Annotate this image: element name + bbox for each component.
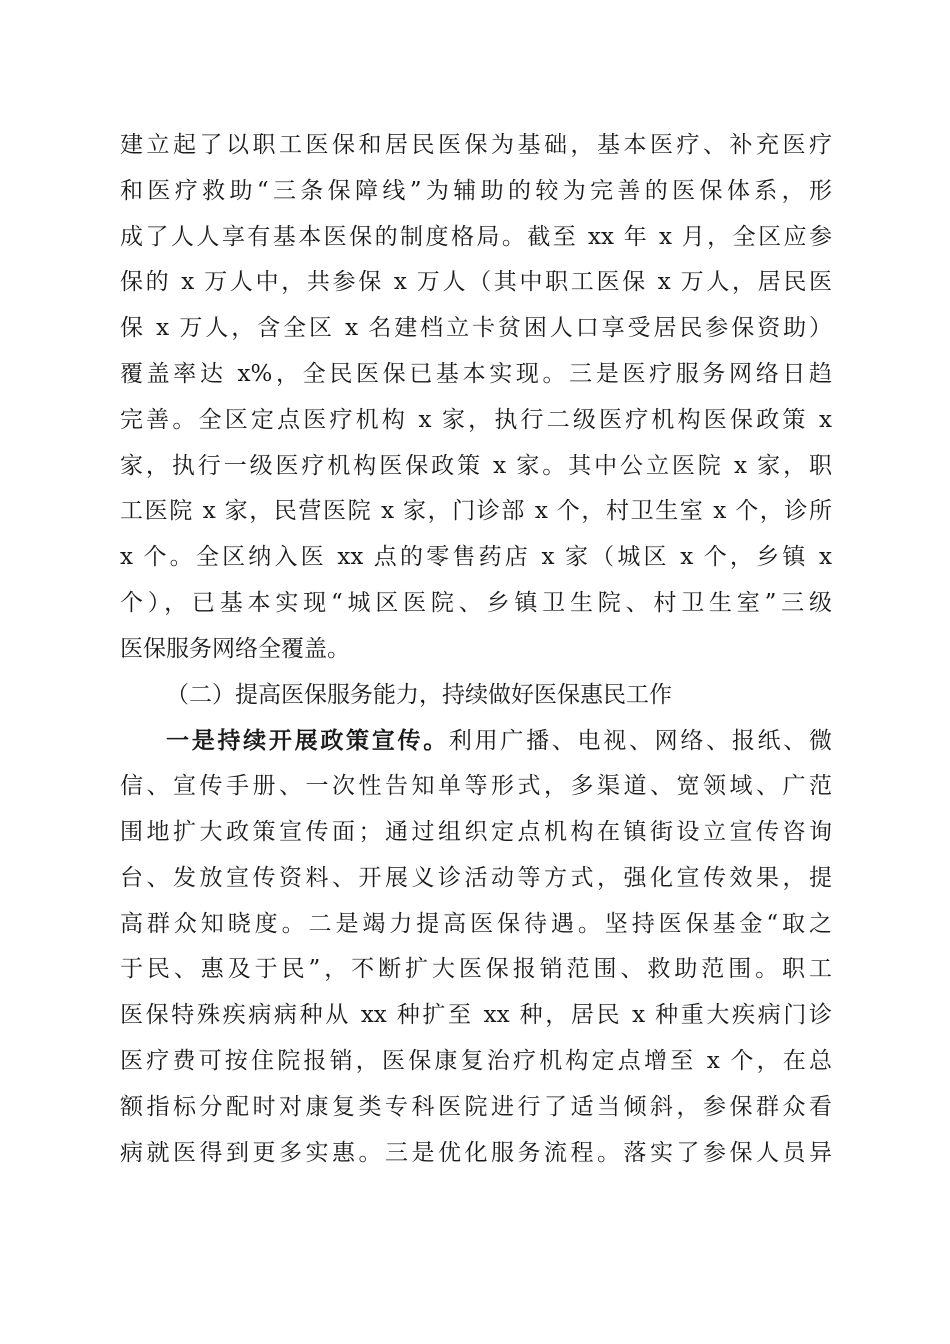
paragraph2-line-9: 额指标分配时对康复类专科医院进行了适当倾斜，参保群众看 xyxy=(120,1093,832,1120)
document-body xyxy=(120,123,832,1176)
paragraph1-line-12: 医保服务网络全覆盖。 xyxy=(120,635,350,662)
paragraph1-line-7: 完善。全区定点医疗机构 x 家，执行二级医疗机构医保政策 x xyxy=(120,406,832,433)
paragraph1-line-6: 覆盖率达 x%，全民医保已基本实现。三是医疗服务网络日趋 xyxy=(120,360,832,387)
paragraph1-line-10: x 个。全区纳入医 xx 点的零售药店 x 家（城区 x 个，乡镇 x xyxy=(120,544,832,571)
paragraph2-line-1 xyxy=(120,718,832,764)
paragraph1-line-9: 工医院 x 家，民营医院 x 家，门诊部 x 个，村卫生室 x 个，诊所 xyxy=(120,498,832,525)
paragraph2-line-4: 台、发放宣传资料、开展义诊活动等方式，强化宣传效果，提 xyxy=(120,864,832,891)
paragraph2-line-3: 围地扩大政策宣传面；通过组织定点机构在镇街设立宣传咨询 xyxy=(120,818,832,845)
paragraph2-line-5: 高群众知晓度。二是竭力提高医保待遇。坚持医保基金“取之 xyxy=(120,910,832,937)
paragraph2-lead-rest: 利用广播、电视、网络、报纸、微 xyxy=(448,728,832,755)
paragraph1-line-4: 保的 x 万人中，共参保 x 万人（其中职工医保 x 万人，居民医 xyxy=(120,269,832,296)
paragraph2-line-6: 于民、惠及于民”，不断扩大医保报销范围、救助范围。职工 xyxy=(120,956,832,983)
paragraph1-line-8: 家，执行一级医疗机构医保政策 x 家。其中公立医院 x 家，职 xyxy=(120,452,832,479)
paragraph1-line-11: 个），已基本实现“城区医院、乡镇卫生院、村卫生室”三级 xyxy=(120,589,832,616)
paragraph1-line-5: 保 x 万人，含全区 x 名建档立卡贫困人口享受居民参保资助） xyxy=(120,315,832,342)
paragraph2-lead-bold: 一是持续开展政策宣传。 xyxy=(166,727,449,755)
paragraph1-line-2: 和医疗救助“三条保障线”为辅助的较为完善的医保体系，形 xyxy=(120,177,832,204)
paragraph2-line-8: 医疗费可按住院报销，医保康复治疗机构定点增至 x 个，在总 xyxy=(120,1047,832,1074)
paragraph1-line-3: 成了人人享有基本医保的制度格局。截至 xx 年 x 月，全区应参 xyxy=(120,223,832,250)
section-heading: （二）提高医保服务能力，持续做好医保惠民工作 xyxy=(166,681,672,708)
paragraph1-line-1: 建立起了以职工医保和居民医保为基础，基本医疗、补充医疗 xyxy=(120,132,832,158)
paragraph2-line-2: 信、宣传手册、一次性告知单等形式，多渠道、宽领域、广范 xyxy=(120,773,832,800)
paragraph2-line-10: 病就医得到更多实惠。三是优化服务流程。落实了参保人员异 xyxy=(120,1139,832,1166)
paragraph2-line-7: 医保特殊疾病病种从 xx 种扩至 xx 种，居民 x 种重大疾病门诊 xyxy=(120,1002,832,1029)
